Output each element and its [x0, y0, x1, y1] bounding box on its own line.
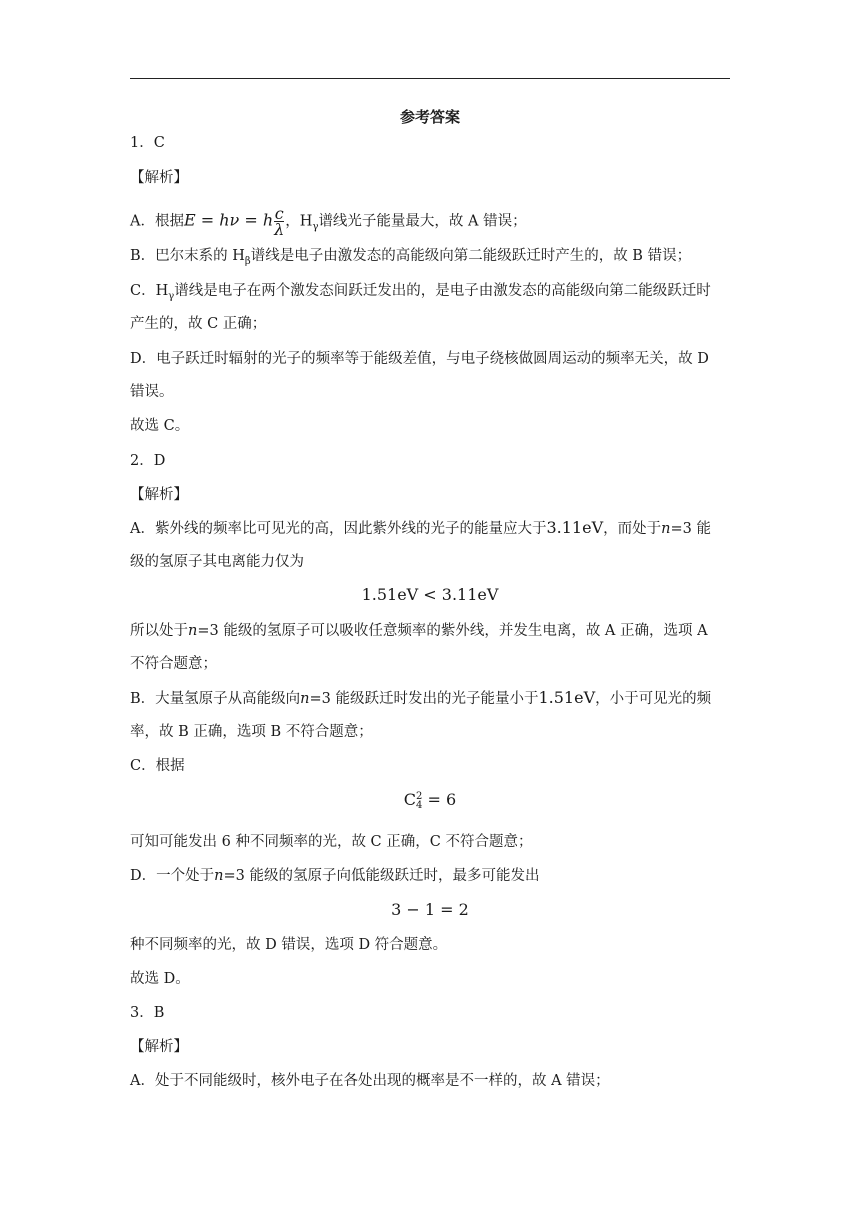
q2-option-b-line2: 率，故 B 正确，选项 B 不符合题意；	[130, 724, 373, 740]
q1-analysis-tag: 【解析】	[130, 170, 188, 186]
q2-option-b-line1: B．大量氢原子从高能级向n=3 能级跃迁时发出的光子能量小于1.51eV，小于可见光的频	[130, 688, 712, 707]
q2-formula-count: 3 − 1 = 2	[391, 900, 469, 919]
q2-option-c-line2: 可知可能发出 6 种不同频率的光，故 C 正确，C 不符合题意；	[130, 834, 533, 850]
q2-analysis-tag: 【解析】	[130, 487, 188, 503]
q3-option-a-line1: A．处于不同能级时，核外电子在各处出现的概率是不一样的，故 A 错误；	[130, 1073, 610, 1089]
q3-answer: 3．B	[130, 1005, 165, 1021]
q1-option-c-line1: C．$H_\gamma$谱线是电子在两个激发态间跃迁发出的，是电子由激发态的高能级向第二能级跃迁时	[130, 283, 711, 302]
q1-option-d-line1: D．电子跃迁时辐射的光子的频率等于能级差值，与电子绕核做圆周运动的频率无关，故 D	[130, 351, 709, 367]
q1-answer: 1．C	[130, 135, 165, 151]
q1-conclusion: 故选 C。	[130, 418, 190, 434]
q2-formula-ionization: 1.51eV < 3.11eV	[361, 585, 499, 604]
q1-option-a: A．根据E = hν = h $\frac{c}{\lambda}$ ，$H_\gamma$谱线光子能量最大，故 A 错误；	[130, 204, 527, 239]
q1-option-c-line2: 产生的，故 C 正确；	[130, 316, 267, 332]
q2-formula-combination: C 2 4 = 6	[403, 790, 457, 811]
q2-option-a-line3: 所以处于n=3 能级的氢原子可以吸收任意频率的紫外线，并发生电离，故 A 正确，选项 A	[130, 623, 708, 639]
q3-analysis-tag: 【解析】	[130, 1039, 188, 1055]
q2-conclusion: 故选 D。	[130, 971, 190, 987]
q1-option-d-line2: 错误。	[130, 384, 174, 400]
q2-option-a-line4: 不符合题意；	[130, 656, 217, 672]
q2-option-a-line2: 级的氢原子其电离能力仅为	[130, 554, 304, 570]
q2-answer: 2．D	[130, 453, 166, 469]
q2-option-c-line1: C．根据	[130, 758, 185, 774]
q2-option-a-line1: A．紫外线的频率比可见光的高，因此紫外线的光子的能量应大于3.11eV，而处于n=3 能	[130, 518, 711, 537]
q2-option-d-line1: D．一个处于n=3 能级的氢原子向低能级跃迁时，最多可能发出	[130, 868, 540, 884]
q1-option-b: B．巴尔末系的 $H_\beta$谱线是电子由激发态的高能级向第二能级跃迁时产生的，故 B 错误；	[130, 248, 692, 267]
header-rule	[130, 78, 730, 79]
q1-a-fraction: $\frac{c}{\lambda}$	[274, 204, 285, 239]
q2-option-d-line2: 种不同频率的光，故 D 错误，选项 D 符合题意。	[130, 937, 448, 953]
q1-a-formula: E = hν = h	[183, 210, 274, 230]
page-title: 参考答案	[399, 108, 460, 126]
